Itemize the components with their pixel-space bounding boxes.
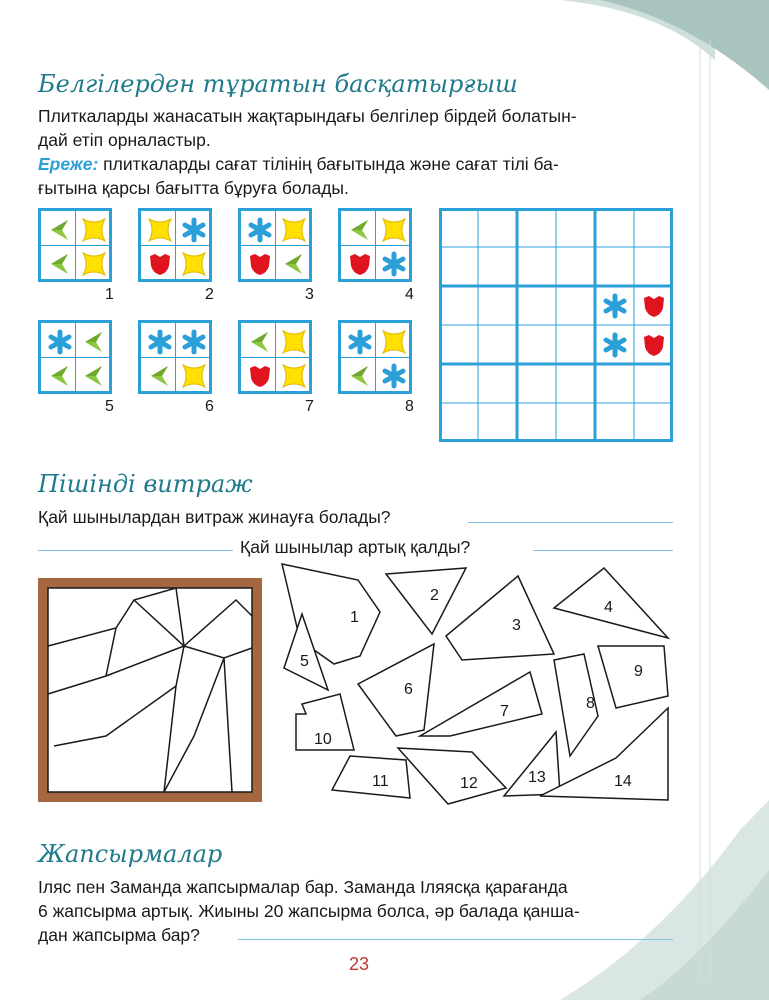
- tile-number: 5: [105, 398, 114, 415]
- tile-1[interactable]: [38, 208, 112, 282]
- asterisk-icon: [143, 325, 177, 359]
- asterisk-icon: [43, 325, 77, 359]
- arrow-icon: [143, 359, 177, 393]
- star-icon: [377, 325, 411, 359]
- rule-label: Ереже:: [38, 154, 99, 174]
- asterisk-icon: [598, 289, 632, 323]
- star-icon: [277, 359, 311, 393]
- asterisk-icon: [377, 247, 411, 281]
- glass-piece-7[interactable]: [420, 672, 542, 736]
- question-2: Қай шынылар артық қалды?: [240, 537, 471, 557]
- piece-number: 12: [460, 775, 478, 792]
- tile-number: 3: [305, 286, 314, 303]
- piece-number: 5: [300, 653, 309, 670]
- arrow-icon: [243, 325, 277, 359]
- glass-piece-3[interactable]: [446, 576, 554, 660]
- arrow-icon: [343, 213, 377, 247]
- tile-number: 1: [105, 286, 114, 303]
- piece-number: 1: [350, 609, 359, 626]
- shield-icon: [637, 328, 671, 362]
- tile-4[interactable]: [338, 208, 412, 282]
- problem-line-1: Іляс пен Заманда жапсырмалар бар. Заманда Іляясқа қарағанда: [38, 877, 568, 897]
- glass-pieces: [270, 560, 680, 820]
- star-icon: [177, 359, 211, 393]
- shield-icon: [243, 359, 277, 393]
- shield-icon: [637, 289, 671, 323]
- tile-5[interactable]: [38, 320, 112, 394]
- instruction-line-2: дай етіп орналастыр.: [38, 130, 211, 150]
- piece-number: 13: [528, 769, 546, 786]
- arrow-icon: [277, 247, 311, 281]
- board-grid: [439, 208, 673, 442]
- answer-line-2b[interactable]: [533, 550, 673, 551]
- glass-piece-13[interactable]: [504, 732, 560, 796]
- problem-line-3: дан жапсырма бар?: [38, 925, 200, 945]
- glass-piece-11[interactable]: [332, 756, 410, 798]
- tile-6[interactable]: [138, 320, 212, 394]
- asterisk-icon: [177, 213, 211, 247]
- tile-number: 8: [405, 398, 414, 415]
- piece-number: 4: [604, 599, 613, 616]
- sticker-problem: [38, 875, 678, 947]
- answer-line-1[interactable]: [468, 522, 673, 523]
- shield-icon: [343, 247, 377, 281]
- asterisk-icon: [177, 325, 211, 359]
- instruction-text: [38, 104, 678, 200]
- rule-line-1: [38, 152, 678, 176]
- star-icon: [277, 213, 311, 247]
- question-1: Қай шынылардан витраж жинауға болады?: [38, 507, 391, 527]
- tile-number: 4: [405, 286, 414, 303]
- shield-icon: [243, 247, 277, 281]
- piece-number: 8: [586, 695, 595, 712]
- star-icon: [77, 213, 111, 247]
- piece-number: 3: [512, 617, 521, 634]
- page-number: 23: [349, 954, 370, 974]
- section-heading-puzzle: Белгілерден тұратын басқатырғыш: [38, 70, 518, 98]
- instruction-line-1: Плиткаларды жанасатын жақтарындағы белгілер бірдей болатын-: [38, 106, 577, 126]
- section-heading-stickers: Жапсырмалар: [38, 840, 223, 868]
- rule-line-2: ғытына қарсы бағытта бұруға болады.: [38, 178, 349, 198]
- glass-piece-14[interactable]: [540, 708, 668, 800]
- arrow-icon: [77, 325, 111, 359]
- piece-number: 11: [372, 773, 389, 790]
- star-icon: [177, 247, 211, 281]
- tile-number: 7: [305, 398, 314, 415]
- rule-text: плиткаларды сағат тілінің бағытында және сағат тілі ба-: [98, 154, 559, 174]
- puzzle-board[interactable]: [439, 208, 673, 442]
- tile-2[interactable]: [138, 208, 212, 282]
- piece-number: 14: [614, 773, 632, 790]
- glass-piece-6[interactable]: [358, 644, 434, 736]
- answer-line-3[interactable]: [238, 939, 673, 940]
- star-icon: [377, 213, 411, 247]
- arrow-icon: [43, 247, 77, 281]
- piece-number: 10: [314, 731, 332, 748]
- star-icon: [277, 325, 311, 359]
- asterisk-icon: [598, 328, 632, 362]
- arrow-icon: [343, 359, 377, 393]
- tile-3[interactable]: [238, 208, 312, 282]
- tile-8[interactable]: [338, 320, 412, 394]
- problem-line-2: 6 жапсырма артық. Жиыны 20 жапсырма болса, әр балада қанша-: [38, 901, 580, 921]
- answer-line-2a[interactable]: [38, 550, 233, 551]
- arrow-icon: [43, 359, 77, 393]
- piece-number: 6: [404, 681, 413, 698]
- section-heading-stained-glass: Пішінді витраж: [38, 470, 253, 498]
- tile-7[interactable]: [238, 320, 312, 394]
- glass-piece-12[interactable]: [398, 748, 506, 804]
- arrow-icon: [77, 359, 111, 393]
- glass-piece-8[interactable]: [554, 654, 598, 756]
- piece-number: 7: [500, 703, 509, 720]
- piece-number: 2: [430, 587, 439, 604]
- shield-icon: [143, 247, 177, 281]
- glass-piece-4[interactable]: [554, 568, 668, 638]
- arrow-icon: [43, 213, 77, 247]
- stained-glass-frame: [36, 576, 266, 806]
- star-icon: [143, 213, 177, 247]
- piece-number: 9: [634, 663, 643, 680]
- asterisk-icon: [377, 359, 411, 393]
- glass-piece-2[interactable]: [386, 568, 466, 634]
- glass-piece-10[interactable]: [296, 694, 354, 750]
- star-icon: [77, 247, 111, 281]
- asterisk-icon: [243, 213, 277, 247]
- tile-number: 2: [205, 286, 214, 303]
- asterisk-icon: [343, 325, 377, 359]
- tile-number: 6: [205, 398, 214, 415]
- glass-piece-9[interactable]: [598, 646, 668, 708]
